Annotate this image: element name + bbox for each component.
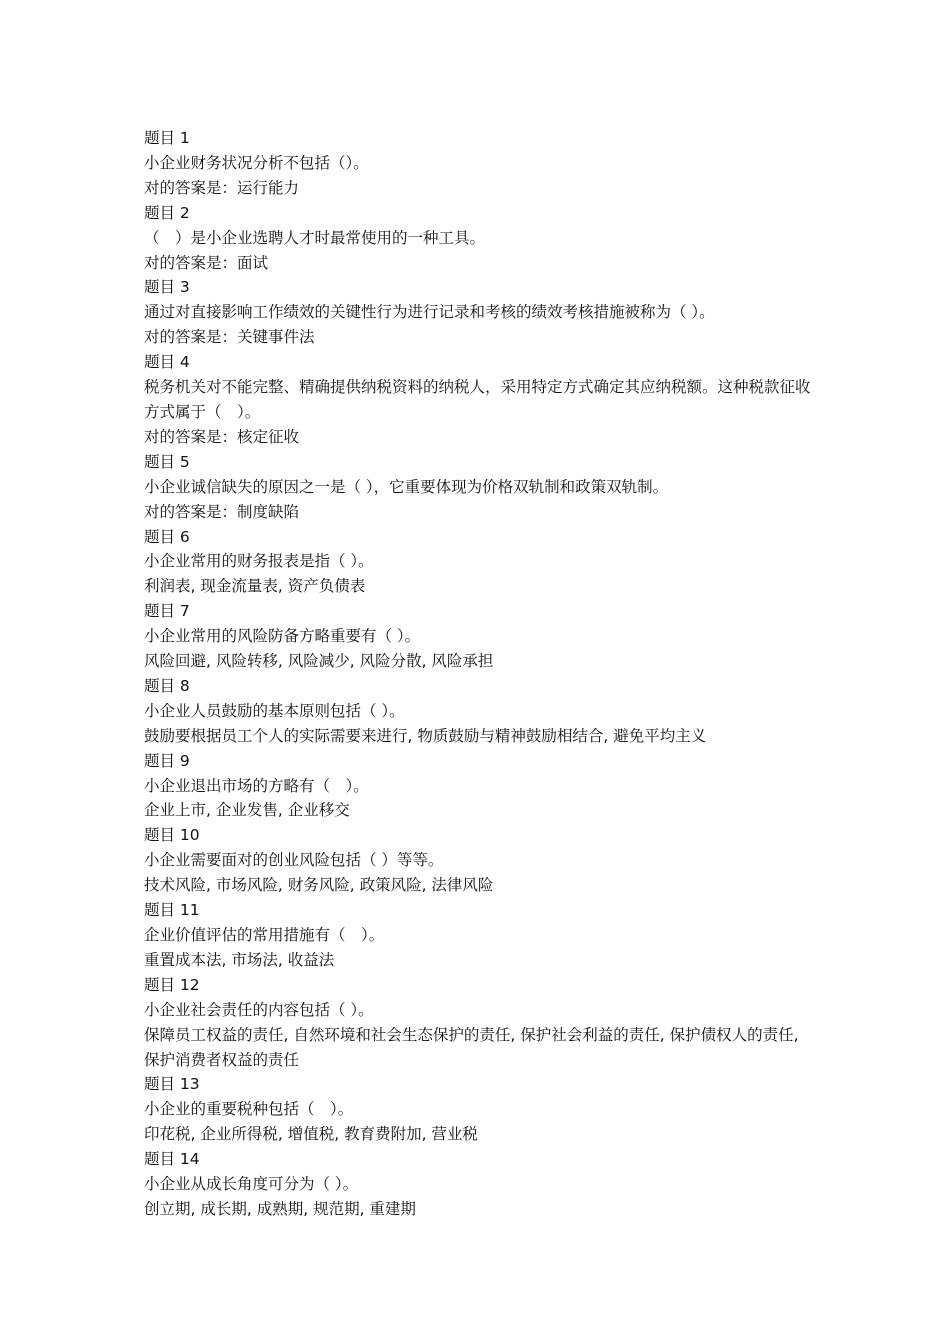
question-text: 小企业社会责任的内容包括（ ）。 — [144, 1000, 374, 1019]
question-text: 小企业人员鼓励的基本原则包括（ ）。 — [144, 701, 405, 720]
question-text: 小企业从成长角度可分为（ ）。 — [144, 1175, 359, 1194]
question-block — [144, 674, 816, 749]
question-text: 企业价值评估的常用措施有（ ）。 — [144, 926, 385, 944]
question-text: 小企业诚信缺失的原因之一是（ ），它重要体现为价格双轨制和政策双轨制。 — [144, 477, 669, 496]
answer-text: 利润表, 现金流量表, 资产负债表 — [144, 577, 366, 596]
question-block — [144, 126, 816, 201]
question-block — [144, 973, 816, 1073]
answer-text: 企业上市, 企业发售, 企业移交 — [144, 801, 350, 820]
question-text: 小企业常用的财务报表是指（ ）。 — [144, 552, 374, 571]
answer-text: 创立期, 成长期, 成熟期, 规范期, 重建期 — [144, 1199, 416, 1218]
question-text: （ ）是小企业选聘人才时最常使用的一种工具。 — [144, 228, 486, 247]
question-title: 题目 7 — [144, 602, 190, 621]
question-block — [144, 201, 816, 276]
question-block — [144, 350, 816, 450]
answer-text: 对的答案是：关键事件法 — [144, 328, 315, 347]
question-block — [144, 450, 816, 525]
question-block — [144, 1147, 816, 1222]
question-title: 题目 12 — [144, 975, 200, 994]
answer-text: 风险回避, 风险转移, 风险减少, 风险分散, 风险承担 — [144, 652, 494, 671]
question-block — [144, 275, 816, 350]
question-title: 题目 10 — [144, 826, 200, 845]
document-body — [144, 126, 816, 1222]
question-title: 题目 9 — [144, 751, 190, 770]
answer-text: 技术风险, 市场风险, 财务风险, 政策风险, 法律风险 — [144, 876, 494, 895]
question-title: 题目 6 — [144, 527, 190, 546]
question-title: 题目 4 — [144, 353, 190, 372]
question-block — [144, 599, 816, 674]
question-title: 题目 5 — [144, 452, 190, 471]
answer-text: 对的答案是：面试 — [144, 253, 269, 272]
question-title: 题目 1 — [144, 129, 190, 147]
question-title: 题目 3 — [144, 278, 190, 297]
answer-text: 印花税, 企业所得税, 增值税, 教育费附加, 营业税 — [144, 1125, 478, 1144]
question-text: 通过对直接影响工作绩效的关键性行为进行记录和考核的绩效考核措施被称为（ ）。 — [144, 303, 715, 322]
answer-text: 对的答案是：运行能力 — [144, 178, 300, 197]
question-text: 小企业常用的风险防备方略重要有（ ）。 — [144, 627, 421, 646]
answer-text: 对的答案是：核定征收 — [144, 427, 300, 446]
question-text: 小企业的重要税种包括（ ）。 — [144, 1100, 354, 1119]
answer-text: 重置成本法, 市场法, 收益法 — [144, 950, 335, 969]
question-text: 税务机关对不能完整、精确提供纳税资料的纳税人，采用特定方式确定其应纳税额。这种税款征收方式属于（ ）。 — [144, 378, 811, 421]
question-text: 小企业需要面对的创业风险包括（ ）等等。 — [144, 851, 444, 870]
answer-text: 保障员工权益的责任, 自然环境和社会生态保护的责任, 保护社会利益的责任, 保护债权人的责任, 保护消费者权益的责任 — [144, 1025, 799, 1069]
question-text: 小企业财务状况分析不包括（）。 — [144, 153, 369, 172]
question-title: 题目 8 — [144, 676, 190, 695]
answer-text: 对的答案是：制度缺陷 — [144, 502, 300, 521]
question-title: 题目 2 — [144, 203, 190, 222]
question-text: 小企业退出市场的方略有（ ）。 — [144, 776, 369, 795]
question-block — [144, 749, 816, 824]
question-title: 题目 13 — [144, 1075, 200, 1094]
question-block — [144, 525, 816, 600]
question-title: 题目 14 — [144, 1150, 200, 1169]
question-block — [144, 823, 816, 898]
answer-text: 鼓励要根据员工个人的实际需要来进行, 物质鼓励与精神鼓励相结合, 避免平均主义 — [144, 726, 707, 745]
question-title: 题目 11 — [144, 901, 200, 920]
question-block — [144, 1072, 816, 1147]
question-block — [144, 898, 816, 973]
